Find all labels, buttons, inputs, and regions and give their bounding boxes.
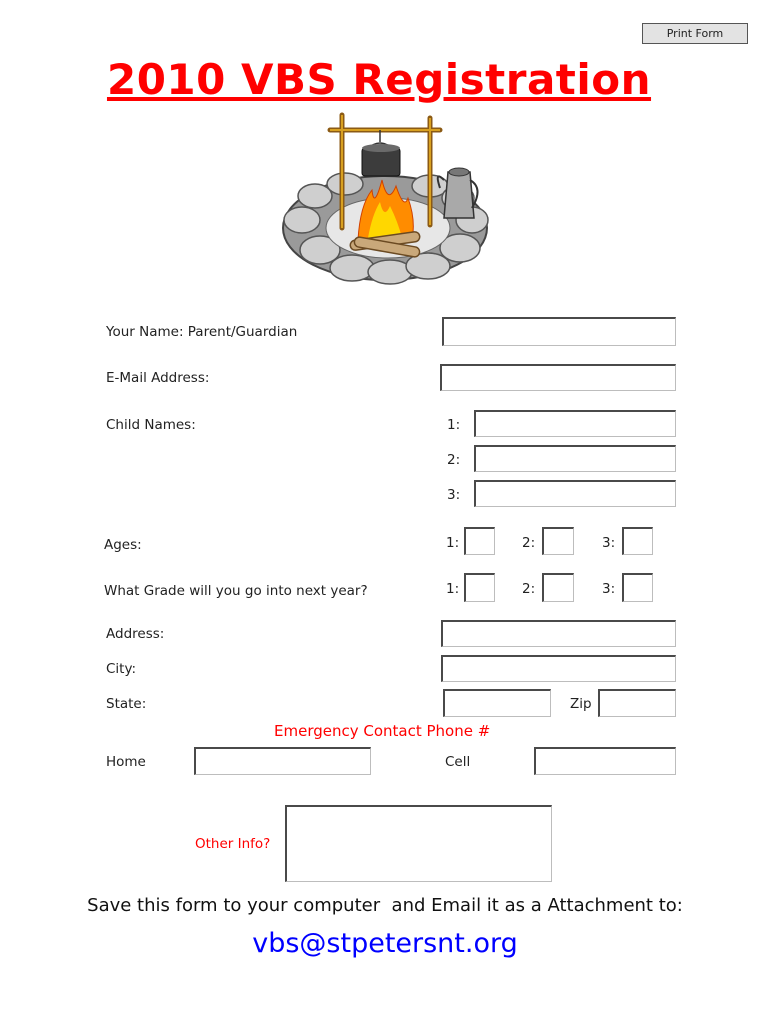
child-name-2-field[interactable] — [474, 445, 676, 472]
age-1-label: 1: — [446, 535, 460, 551]
age-3-label: 3: — [602, 535, 616, 551]
cell-phone-field[interactable] — [534, 747, 676, 775]
contact-email-link[interactable]: vbs@stpetersnt.org — [252, 928, 518, 959]
email-label: E-Mail Address: — [106, 370, 210, 386]
email-field[interactable] — [440, 364, 676, 391]
emergency-contact-heading: Emergency Contact Phone # — [274, 722, 491, 740]
state-label: State: — [106, 696, 147, 712]
age-3-field[interactable] — [622, 527, 653, 555]
grade-1-field[interactable] — [464, 573, 495, 602]
city-label: City: — [106, 661, 137, 677]
grade-label: What Grade will you go into next year? — [104, 583, 368, 599]
grade-1-label: 1: — [446, 581, 460, 597]
zip-field[interactable] — [598, 689, 676, 717]
campfire-illustration — [280, 110, 495, 290]
address-field[interactable] — [441, 620, 676, 647]
grade-3-label: 3: — [602, 581, 616, 597]
print-form-button[interactable]: Print Form — [642, 23, 748, 44]
home-phone-label: Home — [106, 754, 146, 770]
other-info-field[interactable] — [285, 805, 552, 882]
grade-2-field[interactable] — [542, 573, 574, 602]
cell-phone-label: Cell — [445, 754, 471, 770]
ages-label: Ages: — [104, 537, 142, 553]
child-name-1-field[interactable] — [474, 410, 676, 437]
city-field[interactable] — [441, 655, 676, 682]
save-instruction: Save this form to your computer and Email it as a Attachment to: — [87, 895, 683, 916]
child-names-label: Child Names: — [106, 417, 196, 433]
grade-2-label: 2: — [522, 581, 536, 597]
address-label: Address: — [106, 626, 165, 642]
child-name-2-label: 2: — [447, 452, 461, 468]
parent-label: Your Name: Parent/Guardian — [106, 324, 298, 340]
other-info-label: Other Info? — [195, 836, 271, 852]
child-name-3-field[interactable] — [474, 480, 676, 507]
age-1-field[interactable] — [464, 527, 495, 555]
parent-name-field[interactable] — [442, 317, 676, 346]
page-title-text: 2010 VBS Registration — [106, 55, 652, 104]
age-2-field[interactable] — [542, 527, 574, 555]
age-2-label: 2: — [522, 535, 536, 551]
state-field[interactable] — [443, 689, 551, 717]
page-title — [0, 55, 770, 104]
home-phone-field[interactable] — [194, 747, 371, 775]
zip-label: Zip — [570, 696, 592, 712]
child-name-1-label: 1: — [447, 417, 461, 433]
child-name-3-label: 3: — [447, 487, 461, 503]
grade-3-field[interactable] — [622, 573, 653, 602]
